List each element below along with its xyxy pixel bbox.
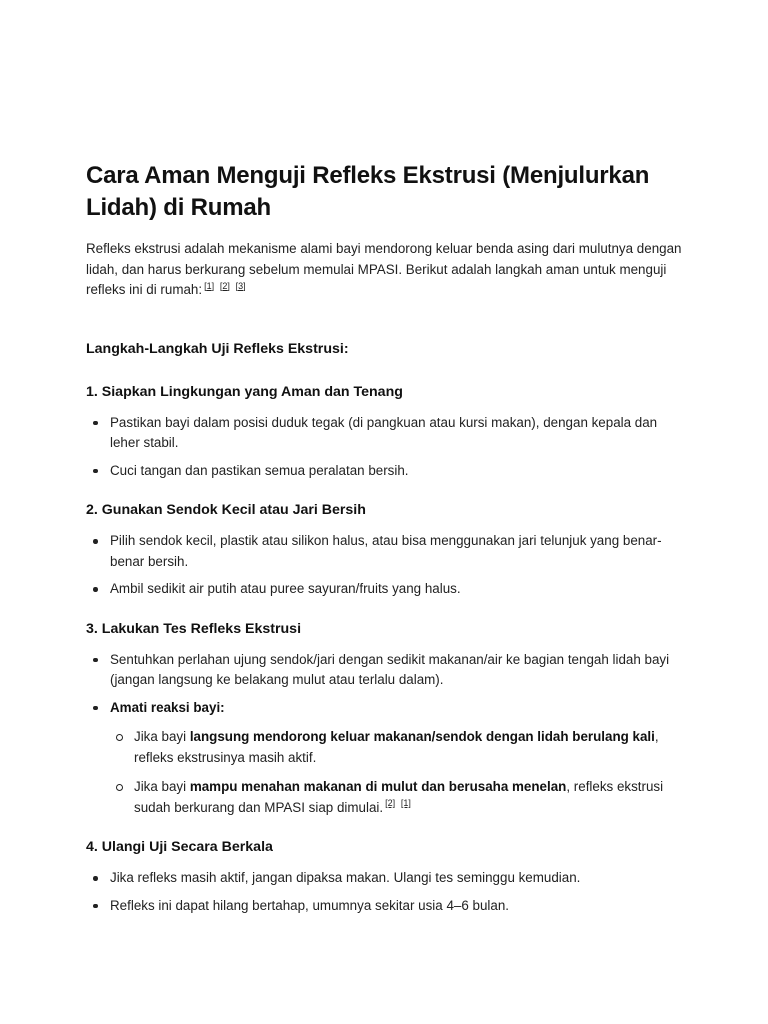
section-heading: 2. Gunakan Sendok Kecil atau Jari Bersih: [86, 502, 366, 518]
section-heading: 1. Siapkan Lingkungan yang Aman dan Tenang: [86, 383, 403, 400]
list-item: Refleks ini dapat hilang bertahap, umumnya sekitar usia 4–6 bulan.: [86, 896, 690, 917]
article-title: Cara Aman Menguji Refleks Ekstrusi (Menjulurkan Lidah) di Rumah: [86, 162, 650, 221]
sub-list-item: [110, 727, 690, 768]
observation-pre: Jika bayi: [134, 779, 190, 794]
list-item: Pilih sendok kecil, plastik atau silikon halus, atau bisa menggunakan jari telunjuk yang benar-benar bersih.: [86, 531, 690, 572]
intro-text: Refleks ekstrusi adalah mekanisme alami bayi mendorong keluar benda asing dari mulutnya dengan lidah, dan harus berkurang sebelum memulai MPASI. Berikut adalah langkah aman untuk menguji refleks ini di rumah:: [86, 241, 682, 297]
list-item: Cuci tangan dan pastikan semua peralatan bersih.: [86, 461, 690, 482]
citation-link[interactable]: [2]: [385, 798, 396, 809]
list-item: Sentuhkan perlahan ujung sendok/jari dengan sedikit makanan/air ke bagian tengah lidah bayi (jangan langsung ke belakang mulut atau terlalu dalam).: [86, 650, 690, 691]
observation-emphasis: langsung mendorong keluar makanan/sendok dengan lidah berulang kali: [189, 729, 655, 744]
bullet-list: [86, 650, 686, 819]
bullet-list: [86, 413, 686, 482]
section-heading: 4. Ulangi Uji Secara Berkala: [86, 839, 273, 855]
observation-post: , refleks ekstrusinya masih aktif.: [134, 729, 659, 765]
list-item: Jika refleks masih aktif, jangan dipaksa makan. Ulangi tes seminggu kemudian.: [86, 868, 690, 889]
citation-link[interactable]: [3]: [235, 280, 246, 291]
bullet-list: [86, 868, 686, 916]
observation-pre: Jika bayi: [134, 729, 190, 744]
observation-emphasis: mampu menahan makanan di mulut dan berusaha menelan: [189, 779, 567, 794]
intro-paragraph: [86, 239, 686, 301]
list-item: Pastikan bayi dalam posisi duduk tegak (di pangkuan atau kursi makan), dengan kepala dan leher stabil.: [86, 413, 690, 454]
sub-bullet-list: [110, 727, 690, 818]
section-heading: 3. Lakukan Tes Refleks Ekstrusi: [86, 620, 302, 637]
bullet-list: [86, 531, 686, 600]
citation-link[interactable]: [1]: [204, 280, 215, 291]
steps-heading: Langkah-Langkah Uji Refleks Ekstrusi:: [86, 340, 349, 357]
article: [86, 160, 686, 923]
sub-list-item: [110, 777, 690, 818]
observe-label: Amati reaksi bayi:: [110, 699, 225, 715]
list-item-observe: [86, 698, 690, 819]
observation-post: , refleks ekstrusi sudah berkurang dan MPASI siap dimulai.: [134, 779, 664, 815]
list-item: Ambil sedikit air putih atau puree sayuran/fruits yang halus.: [86, 579, 690, 600]
citation-link[interactable]: [1]: [400, 798, 411, 809]
citation-link[interactable]: [2]: [219, 280, 230, 291]
